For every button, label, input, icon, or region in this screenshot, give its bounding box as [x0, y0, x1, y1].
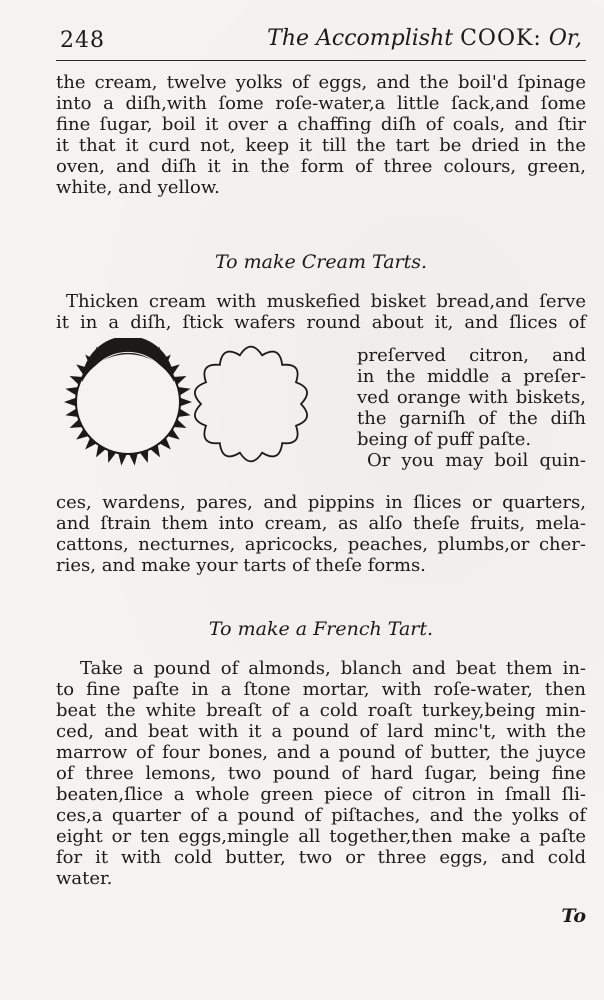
paragraph-3: [56, 658, 586, 889]
text-line: in the middle a preſer-: [357, 366, 586, 387]
catchword: To: [561, 905, 586, 927]
text-line: beaten,ſlice a whole green piece of citron in ſmall ſli-: [56, 784, 586, 805]
text-line: Thicken cream with muskefied bisket bread,and ſerve: [66, 291, 586, 312]
tart-forms-illustration: [64, 338, 324, 478]
text-line: preſerved citron, and: [357, 345, 586, 366]
section-heading-cream-tarts: To make Cream Tarts.: [214, 251, 428, 273]
text-line: being of puff paſte.: [357, 429, 532, 450]
text-line: it that it curd not, keep it till the tart be dried in the: [56, 135, 586, 156]
running-header: [60, 24, 590, 58]
sun-tart-icon: [64, 338, 192, 466]
text-line: Or you may boil quin-: [367, 450, 586, 471]
text-line: it in a diſh, ſtick wafers round about it, and ſlices of: [56, 312, 586, 333]
header-rule: [56, 60, 586, 61]
text-line: the garniſh of the diſh: [357, 408, 586, 429]
text-line: to fine paſte in a ſtone mortar, with roſe-water, then: [56, 679, 586, 700]
text-line: oven, and diſh it in the form of three colours, green,: [56, 156, 586, 177]
text-line: ces,a quarter of a pound of piſtaches, and the yolks of: [56, 805, 586, 826]
running-title: [267, 26, 582, 51]
text-line: water.: [56, 868, 113, 889]
text-line: marrow of four bones, and a pound of butter, the juyce: [56, 742, 586, 763]
text-line: the cream, twelve yolks of eggs, and the boil'd ſpinage: [56, 72, 586, 93]
text-line: white, and yellow.: [56, 177, 220, 198]
text-line: of three lemons, two pound of hard ſugar, being fine: [56, 763, 586, 784]
paragraph-2-side: [357, 345, 586, 471]
text-line: for it with cold butter, two or three eggs, and cold: [56, 847, 586, 868]
text-line: ries, and make your tarts of theſe forms.: [56, 555, 426, 576]
text-line: cattons, necturnes, apricocks, peaches, plumbs,or cher-: [56, 534, 586, 555]
text-line: beat the white breaſt of a cold roaſt turkey,being min-: [56, 700, 586, 721]
text-line: ces, wardens, pares, and pippins in ſlices or quarters,: [56, 492, 586, 513]
text-line: Take a pound of almonds, blanch and beat them in-: [80, 658, 586, 679]
text-line: fine ſugar, boil it over a chaffing diſh of coals, and ſtir: [56, 114, 586, 135]
section-heading-french-tart: To make a French Tart.: [208, 618, 434, 640]
text-line: ced, and beat with it a pound of lard minc't, with the: [56, 721, 586, 742]
paragraph-2-lead: [56, 291, 586, 333]
paragraph-2-tail: [56, 492, 586, 576]
scalloped-tart-icon: [195, 347, 307, 462]
running-title-caps: COOK:: [460, 26, 542, 51]
running-title-italic: The Accomplisht: [267, 26, 454, 51]
text-line: eight or ten eggs,mingle all together,then make a paſte: [56, 826, 586, 847]
page-number: 248: [60, 28, 105, 53]
text-line: into a diſh,with ſome roſe-water,a little ſack,and ſome: [56, 93, 586, 114]
running-title-tail: Or,: [548, 26, 582, 51]
text-line: and ſtrain them into cream, as alſo theſe fruits, mela-: [56, 513, 586, 534]
paragraph-1: [56, 72, 586, 198]
text-line: ved orange with biskets,: [357, 387, 586, 408]
